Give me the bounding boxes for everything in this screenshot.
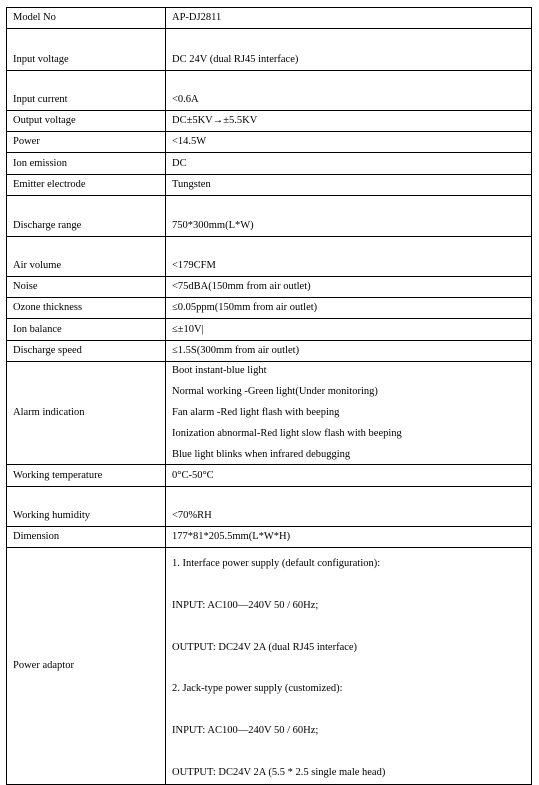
row-value-input-voltage: DC 24V (dual RJ45 interface) — [166, 29, 532, 71]
row-value-alarm-indication — [166, 362, 532, 465]
table-row — [7, 548, 532, 785]
table-row — [7, 111, 532, 132]
row-value-power-adaptor — [166, 548, 532, 785]
row-value-input-current: <0.6A — [166, 71, 532, 111]
row-label-discharge-range: Discharge range — [7, 196, 166, 237]
table-row — [7, 362, 532, 465]
table-row — [7, 29, 532, 71]
adaptor-line: 2. Jack-type power supply (customized): — [172, 683, 343, 695]
row-value-discharge-speed: ≤1.5S(300mm from air outlet) — [166, 341, 532, 362]
adaptor-line: INPUT: AC100—240V 50 / 60Hz; — [172, 599, 319, 611]
alarm-line: Blue light blinks when infrared debugging — [172, 449, 351, 460]
row-label-discharge-speed: Discharge speed — [7, 341, 166, 362]
spec-table — [6, 7, 532, 785]
row-label-input-voltage: Input voltage — [7, 29, 166, 71]
alarm-indication-lines — [172, 365, 525, 461]
adaptor-line: INPUT: AC100—240V 50 / 60Hz; — [172, 725, 319, 737]
table-row — [7, 341, 532, 362]
row-label-emitter-electrode: Emitter electrode — [7, 175, 166, 196]
table-row — [7, 298, 532, 319]
adaptor-line: 1. Interface power supply (default configuration): — [172, 558, 381, 569]
row-value-ion-balance: ≤±10V| — [166, 319, 532, 341]
row-value-dimension: 177*81*205.5mm(L*W*H) — [166, 527, 532, 548]
row-label-model-no: Model No — [7, 8, 166, 29]
table-row — [7, 8, 532, 29]
row-value-discharge-range: 750*300mm(L*W) — [166, 196, 532, 237]
row-label-working-temperature: Working temperature — [7, 465, 166, 487]
row-label-noise: Noise — [7, 277, 166, 298]
row-value-model-no: AP-DJ2811 — [166, 8, 532, 29]
adaptor-line: OUTPUT: DC24V 2A (5.5 * 2.5 single male head) — [172, 766, 386, 778]
row-label-alarm-indication: Alarm indication — [7, 362, 166, 465]
row-label-ion-balance: Ion balance — [7, 319, 166, 341]
table-row — [7, 153, 532, 175]
table-row — [7, 277, 532, 298]
table-row — [7, 465, 532, 487]
row-value-ozone-thickness: ≤0.05ppm(150mm from air outlet) — [166, 298, 532, 319]
row-label-power: Power — [7, 132, 166, 153]
alarm-line: Normal working -Green light(Under monitoring) — [172, 386, 378, 397]
table-row — [7, 527, 532, 548]
row-value-working-temperature: 0°C-50°C — [166, 465, 532, 487]
table-row — [7, 196, 532, 237]
row-value-working-humidity: <70%RH — [166, 487, 532, 527]
alarm-line: Boot instant-blue light — [172, 365, 267, 376]
row-value-ion-emission: DC — [166, 153, 532, 175]
table-row — [7, 132, 532, 153]
alarm-line: Fan alarm -Red light flash with beeping — [172, 407, 340, 418]
row-value-air-volume: <179CFM — [166, 237, 532, 277]
row-value-output-voltage: DC±5KV→±5.5KV — [166, 111, 532, 132]
adaptor-line: OUTPUT: DC24V 2A (dual RJ45 interface) — [172, 641, 358, 653]
row-label-air-volume: Air volume — [7, 237, 166, 277]
row-label-ozone-thickness: Ozone thickness — [7, 298, 166, 319]
power-adaptor-lines — [172, 558, 525, 779]
row-label-input-current: Input current — [7, 71, 166, 111]
row-label-power-adaptor: Power adaptor — [7, 548, 166, 785]
table-row — [7, 71, 532, 111]
alarm-line: Ionization abnormal-Red light slow flash with beeping — [172, 428, 402, 439]
row-value-noise: <75dBA(150mm from air outlet) — [166, 277, 532, 298]
table-row — [7, 175, 532, 196]
table-row — [7, 487, 532, 527]
table-row — [7, 319, 532, 341]
row-label-working-humidity: Working humidity — [7, 487, 166, 527]
table-row — [7, 237, 532, 277]
row-label-output-voltage: Output voltage — [7, 111, 166, 132]
row-value-power: <14.5W — [166, 132, 532, 153]
row-label-ion-emission: Ion emission — [7, 153, 166, 175]
row-label-dimension: Dimension — [7, 527, 166, 548]
row-value-emitter-electrode: Tungsten — [166, 175, 532, 196]
